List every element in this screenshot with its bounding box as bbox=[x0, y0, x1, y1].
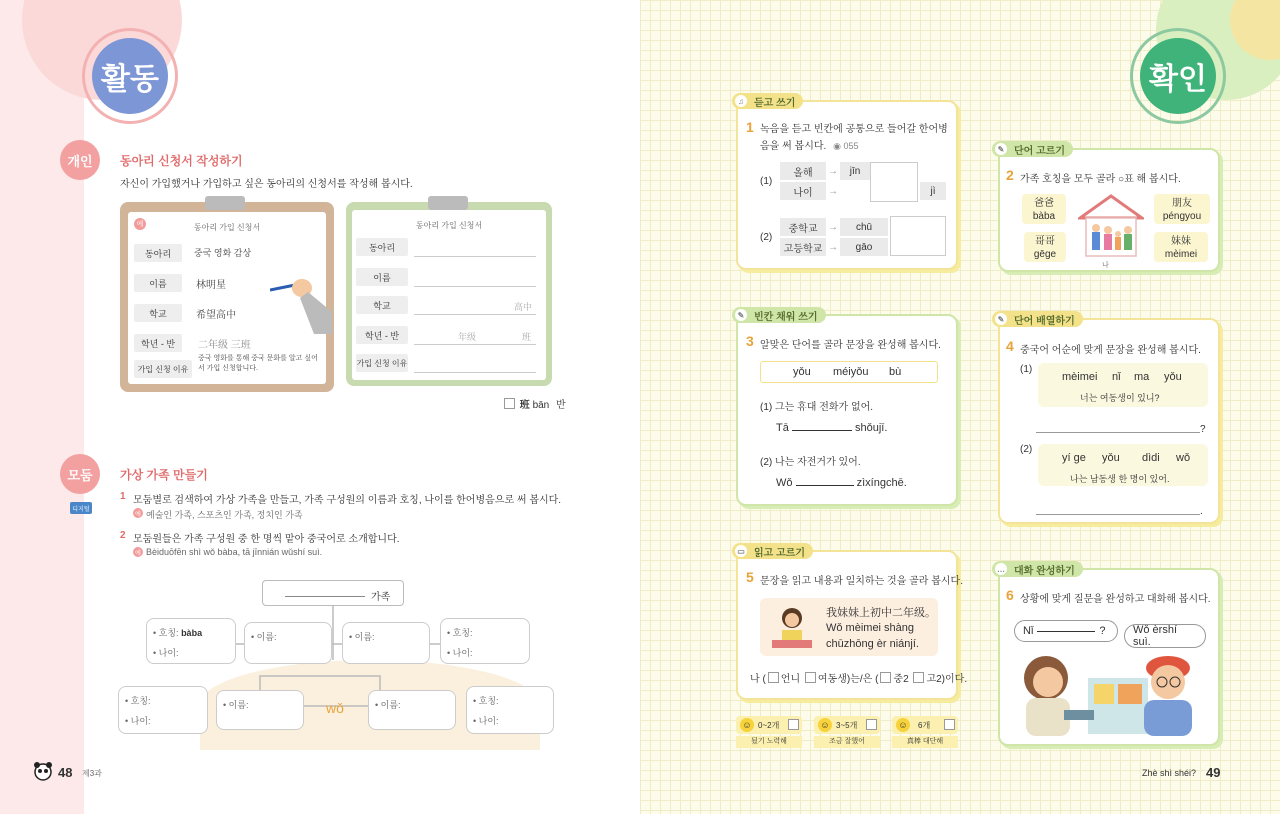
q1-g1-label: (1) bbox=[760, 176, 773, 187]
arrow-icon: → bbox=[828, 222, 838, 233]
chapter-label: 제3과 bbox=[82, 769, 102, 778]
smiley-icon: ☺ bbox=[896, 718, 910, 732]
digital-tag: 디지털 bbox=[70, 502, 92, 514]
q1-text: 녹음을 듣고 빈칸에 공통으로 들어갈 한어병음을 써 봅시다. ◉ 055 bbox=[760, 124, 948, 152]
q5-text: 문장을 읽고 내용과 일치하는 것을 골라 봅시다. bbox=[760, 576, 963, 587]
q5-opt2-checkbox[interactable] bbox=[805, 672, 816, 683]
q4-text: 중국어 어순에 맞게 문장을 완성해 봅시다. bbox=[1020, 345, 1201, 356]
blank-line-name[interactable] bbox=[414, 286, 536, 287]
field-value-name: 林明星 bbox=[196, 280, 226, 291]
eval-high: ☺ 6개 真棒 대단해 bbox=[892, 716, 958, 748]
family-box-8[interactable]: • 호칭: • 나이: bbox=[466, 686, 554, 734]
me-label: 나 bbox=[1102, 262, 1109, 269]
step1-example: 예술인 가족, 스포츠인 가족, 정치인 가족 bbox=[146, 510, 303, 520]
blank-form-paper bbox=[352, 210, 546, 380]
example-marker: 예 bbox=[134, 218, 146, 230]
individual-tag: 개인 bbox=[60, 140, 100, 180]
q1-g1-pinyin: jīn bbox=[840, 162, 870, 180]
q1-g2-pinyin2: gāo bbox=[840, 238, 888, 256]
smiley-icon: ☺ bbox=[818, 718, 832, 732]
q3-s1: Tā shǒujī. bbox=[776, 422, 888, 434]
blank-label-name: 이름 bbox=[356, 268, 408, 286]
q5-opt3-checkbox[interactable] bbox=[880, 672, 891, 683]
q5-opt1-checkbox[interactable] bbox=[768, 672, 779, 683]
q1-g2-answer[interactable] bbox=[890, 216, 946, 256]
q1-g1-word2: 나이 bbox=[780, 182, 826, 200]
family-box-6[interactable]: • 이름: bbox=[216, 690, 304, 730]
q2-word-gege[interactable]: 哥哥 gēge bbox=[1024, 232, 1066, 262]
field-value-club: 중국 영화 감상 bbox=[194, 248, 252, 258]
speech-icon: … bbox=[997, 564, 1005, 574]
vocab-meaning: 반 bbox=[556, 400, 566, 411]
vocab-checkbox[interactable] bbox=[504, 398, 515, 409]
clipboard-clip bbox=[428, 196, 468, 210]
q3-s2: Wǒ zìxíngchē. bbox=[776, 477, 907, 489]
arrow-icon: → bbox=[828, 186, 838, 197]
q3-choice-you: yǒu bbox=[793, 366, 811, 378]
q5-number: 5 bbox=[746, 569, 754, 585]
q1-g1-answer[interactable] bbox=[870, 162, 918, 202]
blank-line-reason[interactable] bbox=[414, 372, 536, 373]
panda-icon bbox=[32, 760, 54, 782]
family-box-5[interactable]: • 호칭: • 나이: bbox=[118, 686, 208, 734]
class-suffix: 班 bbox=[522, 332, 532, 342]
q3-s2-korean: (2) 나는 자전거가 있어. bbox=[760, 457, 861, 468]
q3-s1-korean: (1) 그는 휴대 전화가 없어. bbox=[760, 402, 874, 413]
family-house-illustration bbox=[1078, 194, 1144, 260]
q4-r1-end: ? bbox=[1200, 424, 1206, 435]
blank-label-grade: 학년 - 반 bbox=[356, 326, 408, 344]
family-name-blank[interactable] bbox=[285, 596, 365, 597]
pencil-icon: ✎ bbox=[995, 313, 1007, 325]
field-value-reason: 중국 영화를 통해 중국 문화를 알고 싶어서 가입 신청합니다. bbox=[198, 355, 318, 372]
field-value-grade: 二年级 三班 bbox=[198, 340, 251, 351]
eval-low: ☺ 0~2개 됬기 노력해 bbox=[736, 716, 802, 748]
blank-line-grade[interactable] bbox=[414, 344, 536, 345]
q3-s1-blank[interactable] bbox=[792, 430, 852, 431]
q5-pinyin1: Wǒ mèimei shàng bbox=[826, 622, 915, 634]
q5-opt4-checkbox[interactable] bbox=[913, 672, 924, 683]
left-margin-strip bbox=[0, 0, 84, 814]
blank-label-club: 동아리 bbox=[356, 238, 408, 256]
headphones-icon: ♫ bbox=[735, 95, 747, 107]
field-label-club: 동아리 bbox=[134, 244, 182, 262]
section2-title: 가상 가족 만들기 bbox=[120, 468, 208, 482]
q2-text: 가족 호칭을 모두 골라 ○표 해 봅시다. bbox=[1020, 174, 1181, 185]
blank-label-school: 학교 bbox=[356, 296, 408, 314]
blank-line-club[interactable] bbox=[414, 256, 536, 257]
vocab-hanzi: 班 bbox=[519, 400, 530, 411]
family-box-4[interactable]: • 호칭: • 나이: bbox=[440, 618, 530, 664]
q1-g1-pinyin2: jì bbox=[920, 182, 946, 200]
step2-example: Bèiduōfēn shì wǒ bàba, tā jīnnián wǔshí suì. bbox=[146, 547, 323, 557]
step1-text: 모둠별로 검색하여 가상 가족을 만들고, 가족 구성원의 이름과 호칭, 나이를 한어병음으로 써 봅시다. bbox=[133, 495, 562, 506]
q2-word-baba[interactable]: 爸爸 bàba bbox=[1022, 194, 1066, 224]
right-page-number: 49 bbox=[1206, 765, 1221, 780]
school-suffix: 高中 bbox=[514, 302, 533, 312]
eval-mid: ☺ 3~5개 조금 잘했어 bbox=[814, 716, 880, 748]
q5-pinyin2: chūzhōng èr niánjí. bbox=[826, 638, 919, 650]
field-value-school: 希望高中 bbox=[196, 310, 236, 321]
q4-r2-label: (2) bbox=[1020, 444, 1033, 455]
q3-text: 알맞은 단어를 골라 문장을 완성해 봅시다. bbox=[760, 340, 941, 351]
q6-text: 상황에 맞게 질문을 완성하고 대화해 봅시다. bbox=[1020, 594, 1211, 605]
q1-number: 1 bbox=[746, 119, 754, 135]
group-tag: 모둠 bbox=[60, 454, 100, 494]
q2-word-pengyou[interactable]: 朋友 péngyou bbox=[1154, 194, 1210, 224]
form-title: 동아리 가입 신청서 bbox=[193, 223, 261, 232]
blank-line-school[interactable] bbox=[414, 314, 536, 315]
q1-pill: ♫ 듣고 쓰기 bbox=[732, 93, 803, 109]
arrow-icon: → bbox=[828, 166, 838, 177]
q5-answer: 나 ( 언니 여동생)는/은 ( 중2 고2)이다. bbox=[750, 674, 968, 685]
q5-reading-box bbox=[760, 598, 938, 656]
example-marker: 예 bbox=[133, 508, 143, 518]
family-box-1[interactable]: • 호칭: bàba • 나이: bbox=[146, 618, 236, 664]
q4-r1-answer-line[interactable] bbox=[1036, 432, 1200, 433]
pencil-icon: ✎ bbox=[735, 309, 747, 321]
q4-r1-words: mèimei nǐ ma yǒu 너는 여동생이 있니? bbox=[1038, 363, 1208, 407]
right-page bbox=[640, 0, 1280, 814]
audio-icon[interactable]: ◉ bbox=[833, 141, 841, 151]
vocab-note bbox=[502, 396, 566, 411]
field-label-reason: 가입 신청 이유 bbox=[134, 360, 192, 378]
vocab-pinyin: bān bbox=[532, 400, 550, 411]
field-label-grade: 학년 - 반 bbox=[134, 334, 182, 352]
q6-bubble-question: Nǐ ? bbox=[1014, 620, 1118, 642]
q4-r2-words: yí ge yǒu dìdi wǒ 나는 남동생 한 명이 있어. bbox=[1038, 444, 1208, 486]
q1-g1-word1: 올해 bbox=[780, 162, 826, 180]
q6-blank[interactable] bbox=[1037, 631, 1095, 632]
q5-pill: ▭ 읽고 고르기 bbox=[732, 543, 813, 559]
q3-number: 3 bbox=[746, 333, 754, 349]
smiley-icon: ☺ bbox=[740, 718, 754, 732]
eval-high-checkbox[interactable] bbox=[944, 719, 955, 730]
family-box-7[interactable]: • 이름: bbox=[368, 690, 456, 730]
eval-mid-checkbox[interactable] bbox=[866, 719, 877, 730]
q6-number: 6 bbox=[1006, 587, 1014, 603]
left-page-number: 48 bbox=[58, 765, 73, 780]
blank-label-reason: 가입 신청 이유 bbox=[356, 354, 408, 372]
field-label-name: 이름 bbox=[134, 274, 182, 292]
example-marker: 예 bbox=[133, 547, 143, 557]
q1-g2-label: (2) bbox=[760, 232, 773, 243]
grade-suffix: 年级 bbox=[458, 332, 477, 342]
q4-number: 4 bbox=[1006, 338, 1014, 354]
family-box-3[interactable]: • 이름: bbox=[342, 622, 430, 664]
step2-number: 2 bbox=[120, 530, 126, 541]
q2-word-meimei[interactable]: 妹妹 mèimei bbox=[1154, 232, 1208, 262]
step1-number: 1 bbox=[120, 491, 126, 502]
girl-studying-illustration bbox=[770, 604, 814, 652]
q1-g2-word2: 고등학교 bbox=[780, 238, 826, 256]
form-title: 동아리 가입 신청서 bbox=[415, 221, 483, 230]
q2-pill: ✎ 단어 고르기 bbox=[992, 141, 1073, 157]
section1-title: 동아리 신청서 작성하기 bbox=[120, 154, 243, 168]
q2-number: 2 bbox=[1006, 167, 1014, 183]
q4-r2-end: . bbox=[1200, 506, 1203, 517]
center-me-label: wǒ bbox=[326, 700, 344, 716]
book-icon: ▭ bbox=[735, 545, 747, 557]
q1-g2-word1: 중학교 bbox=[780, 218, 826, 236]
q4-r2-answer-line[interactable] bbox=[1036, 514, 1200, 515]
pen-hand-illustration bbox=[270, 272, 332, 334]
q5-hanzi: 我妹妹上初中二年级。 bbox=[826, 607, 936, 619]
q4-pill: ✎ 단어 배열하기 bbox=[992, 311, 1083, 327]
arrow-icon: → bbox=[828, 242, 838, 253]
q1-g2-pinyin1: chū bbox=[840, 218, 888, 236]
lesson-title: Zhè shì shéi? bbox=[1142, 768, 1197, 778]
family-box-2[interactable]: • 이름: bbox=[244, 622, 332, 664]
q4-r1-label: (1) bbox=[1020, 364, 1033, 375]
q3-pill: ✎ 빈칸 채워 쓰기 bbox=[732, 307, 826, 323]
q6-pill: … 대화 완성하기 bbox=[992, 561, 1083, 577]
section1-instruction: 자신이 가입했거나 가입하고 싶은 동아리의 신청서를 작성해 봅시다. bbox=[120, 179, 413, 190]
eval-low-checkbox[interactable] bbox=[788, 719, 799, 730]
clipboard-clip bbox=[205, 196, 245, 210]
q3-s2-blank[interactable] bbox=[796, 485, 854, 486]
step2-text: 모둠원들은 가족 구성원 중 한 명씩 맡아 중국어로 소개합니다. bbox=[133, 534, 400, 545]
q6-conversation-illustration bbox=[1018, 648, 1210, 736]
field-label-school: 학교 bbox=[134, 304, 182, 322]
pencil-icon: ✎ bbox=[995, 143, 1007, 155]
q6-bubble-answer: Wǒ èrshí suì. bbox=[1124, 624, 1206, 648]
q3-choice-bu: bù bbox=[889, 366, 902, 378]
q3-word-bank bbox=[760, 361, 938, 383]
family-label: 가족 bbox=[371, 592, 391, 603]
q3-choice-meiyou: méiyǒu bbox=[833, 366, 869, 378]
activity-badge: 활동 bbox=[92, 38, 168, 114]
check-badge: 확인 bbox=[1140, 38, 1216, 114]
